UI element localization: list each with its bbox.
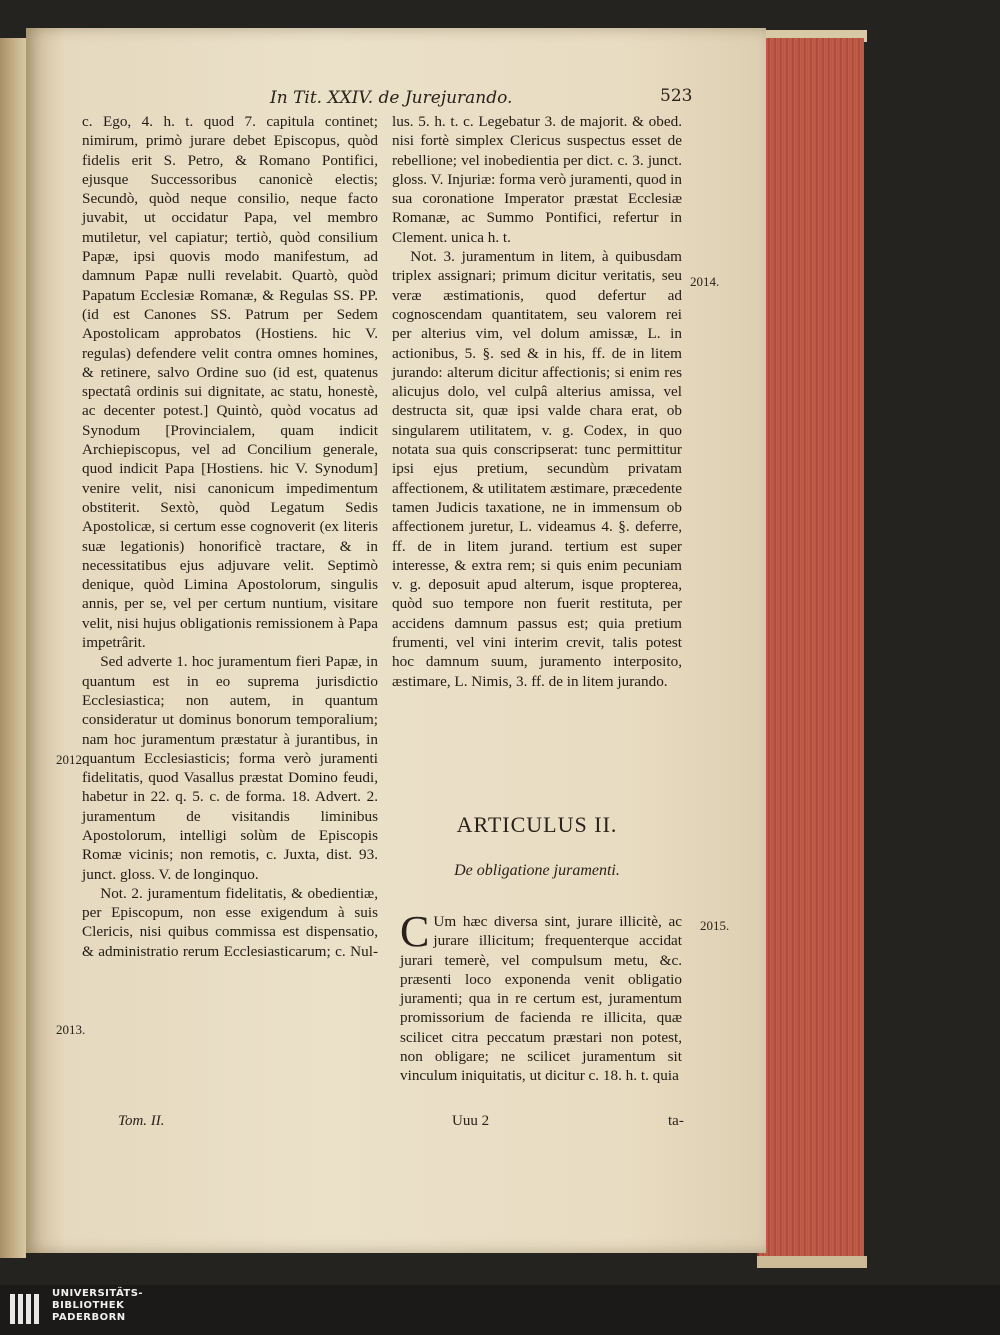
article-subtitle: De obligatione juramenti. [454, 862, 620, 879]
library-name-line2: BIBLIOTHEK [52, 1300, 125, 1311]
margin-number-2014: 2014. [690, 274, 720, 289]
library-logo-icon [8, 1290, 44, 1330]
library-name [52, 1288, 143, 1324]
library-name-line1: UNIVERSITÄTS- [52, 1288, 144, 1299]
paragraph: c. Ego, 4. h. t. quod 7. capitula continet; nimirum, primò jurare debet Episcopus, quòd fidelis erit S. Petro, & Romano Pontifici, ejusque Successoribus canonicè electis; Secundò, quòd neque consilio, neque facto juvabit, ut occidatur Papa, vel membro mutiletur, vel capiatur; tertiò, quòd consilium Papæ, ipsi quovis modo manifestum, ad damnum Papæ nulli revelabit. Quartò, quòd Papatum Ecclesiæ Romanæ, & Regulas SS. PP. (id est Canones SS. Patrum per Sedem Apostolicam approbatos (Hostiens. hic V. regulas) defendere velit contra omnes homines, & retinere, salvo Ordine suo (id est, quatenus spectatâ ordinis sui dignitate, ac statu, honestè, ac decenter potest.] Quintò, quòd vocatus ad Synodum [Provincialem, quam indicit Archiepiscopus, vel ad Concilium generale, quod indicit Papa [Hostiens. hic V. Synodum] venire velit, nisi canonicum impedimentum obstiterit. Sextò, quòd Legatum Sedis Apostolicæ, si certum esse cognoverit (ex literis suæ legationis) honorificè tractare, & in necessitatibus ejus adjuvare velit. Septimò denique, quòd Limina Apostolorum, singulis annis, per se, vel per certum nuntium, visitare velit, nisi hujus obligationis remissionem à Papa impetrârit. [82, 113, 378, 652]
article-body: Um hæc diversa sint, jurare illicitè, ac jurare illicitum; frequenterque accidat jurari temerè, vel compulsum metu, &c. præsenti loco exponenda venit obligatio juramenti; qua in re certum est, juramentum promissorium de facienda re illicita, quæ scilicet citra peccatum præstari non potest, non obligare; ne scilicet juramentum sit vinculum iniquitatis, ut dicitur c. 18. h. t. quia [400, 913, 682, 1085]
paragraph: Sed adverte 1. hoc juramentum fieri Papæ, in quantum est in eo suprema jurisdictio Ecclesiastica; non autem, in quantum consideratur ut dominus bonorum temporalium; nam hoc juramentum præstatur à jurantibus, in quantum Ecclesiasticis; forma verò juramenti fidelitatis, quod Vasallus præstat Domino feudi, habetur in 22. q. 5. c. de forma. 18. Advert. 2. juramentum de visitandis liminibus Apostolorum, intelligi solùm de Episcopis Romæ vicinis; non remotis, c. Juxta, dist. 93. junct. gloss. V. de longinquo. [82, 653, 378, 883]
paragraph: Not. 2. juramentum fidelitatis, & obedientiæ, per Episcopum, non esse exigendum à suis Clericis, nisi quibus commissa est dispensatio, & administratio rerum Ecclesiasticarum; c. Nul- [82, 884, 378, 960]
facing-page-edge [0, 38, 26, 1258]
library-name-line3: PADERBORN [52, 1312, 126, 1323]
signature-mark: Uuu 2 [452, 1113, 490, 1129]
drop-cap: C [400, 907, 430, 956]
paragraph: Not. 3. juramentum in litem, à quibusdam triplex assignari; primum dicitur veritatis, seu veræ æstimationis, quod defertur ad cognoscendam quantitatem, seu valorem rei per alterius vim, vel dolum amissæ, L. in actionibus, 5. §. sed & in his, ff. de in litem jurando: alterum dicitur affectionis; si enim res alicujus dolo, vel culpâ alterius amissa, vel destructa sit, quæ ipsi valde chara erat, ob singularem utilitatem, v. g. Codex, in quo notata sua quis conscripserat: tunc permittitur ipsi ejus pretium, secundùm privatam affectionem, & utilitatem æstimare, præcedente tamen Judicis taxatione, ne in immensum ob affectionem juretur, L. videamus 4. §. deferre, ff. de in litem jurand. tertium est super interesse, & extra rem; si quis enim pecuniam v. g. deposuit apud alterum, isque propterea, quòd suo tempore non fuerit restituta, per accidens damnum passus est; quia pretium frumenti, vel vini interim crevit, talis potest hoc damnum suum, juramento interposito, æstimare, L. Nimis, 3. ff. de in litem jurando. [392, 248, 682, 690]
page-number: 523 [660, 86, 693, 106]
red-fore-edge [757, 38, 864, 1263]
article-text [400, 907, 682, 1086]
right-column [392, 112, 682, 691]
paragraph: lus. 5. h. t. c. Legebatur 3. de majorit. & obed. nisi fortè simplex Clericus suspectus esset de rebellione; vel inobedientia per dict. c. 3. junct. gloss. V. Injuriæ: forma verò juramenti, quod in sua coronatione Imperator præstat Ecclesiæ Romanæ, ac Summo Pontifici, refertur in Clement. unica h. t. [392, 113, 682, 246]
volume-mark: Tom. II. [118, 1113, 165, 1129]
library-banner [0, 1285, 1000, 1335]
article-heading: ARTICULUS II. [456, 812, 618, 837]
margin-number-2012: 2012. [56, 752, 86, 767]
margin-number-2015: 2015. [700, 918, 730, 933]
left-column [82, 112, 378, 961]
margin-number-2013: 2013. [56, 1022, 86, 1037]
catchword: ta- [668, 1113, 684, 1129]
running-title: In Tit. XXIV. de Jurejurando. [270, 88, 513, 108]
fore-edge-bottom [757, 1256, 867, 1268]
